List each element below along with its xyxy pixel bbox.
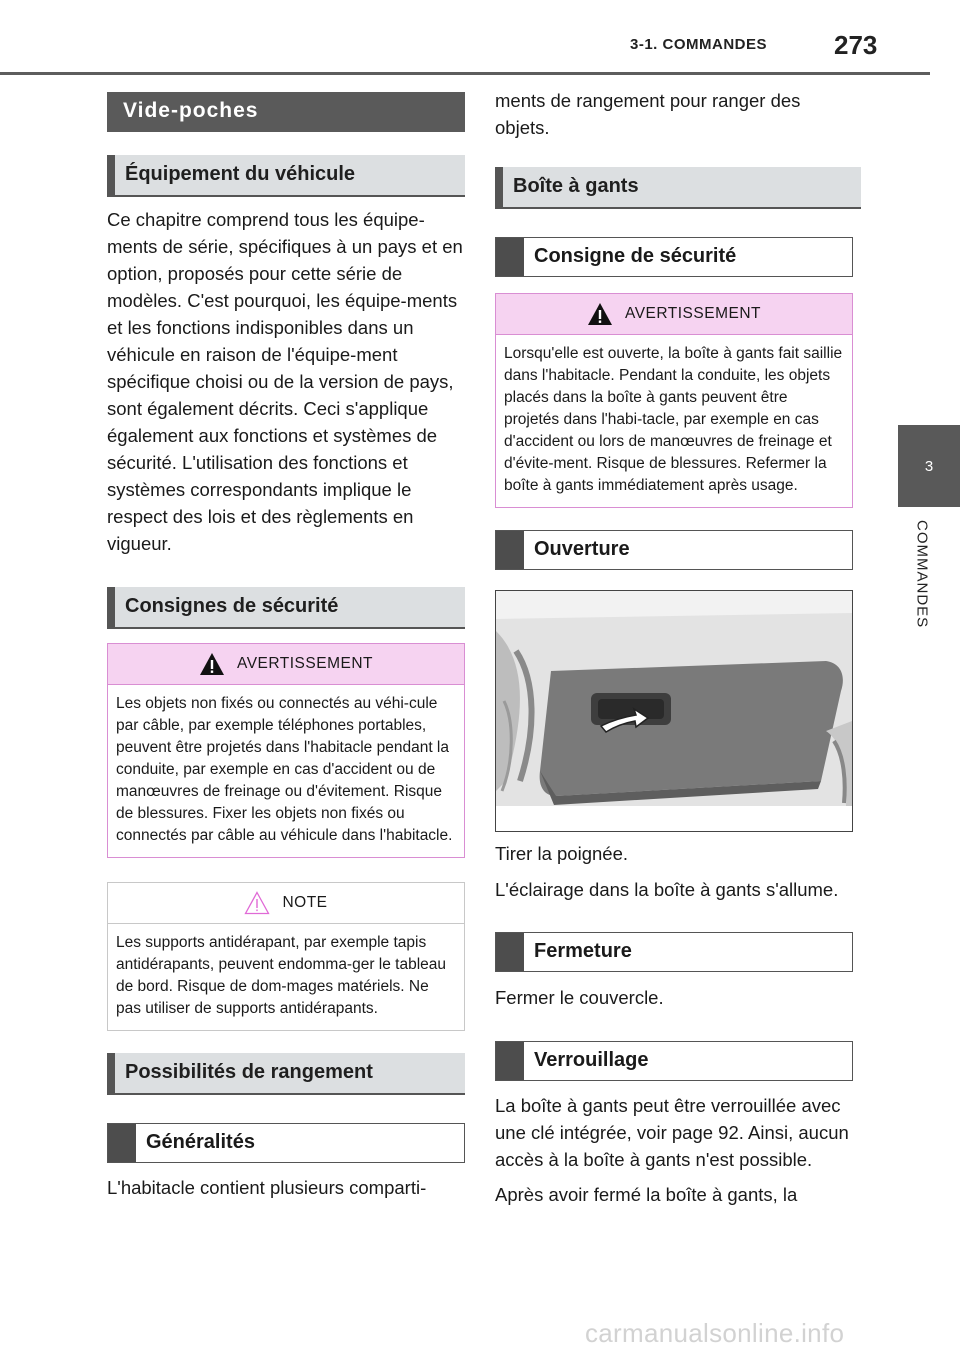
storage-heading: Possibilités de rangement [107,1053,465,1095]
locking-heading [495,1041,853,1081]
heading-bar [496,531,524,569]
side-label [902,520,942,645]
warning-box-glovebox [495,293,853,508]
warning-box [107,643,465,858]
safety-subheading [495,237,853,277]
warning-header [496,294,852,335]
section-title: Vide-poches [107,92,465,132]
header-rule [0,72,930,75]
warning-label: AVERTISSEMENT [625,305,761,322]
warning-triangle-icon [199,652,225,676]
opening-heading-text: Ouverture [534,538,630,560]
lock-text: La boîte à gants peut être verrouillée avec une clé intégrée, voir page 92. Ainsi, aucun accès à la boîte à gants n'est possible. [495,1095,849,1170]
general-heading-text: Généralités [146,1131,255,1153]
heading-bar [496,238,524,276]
locking-heading-text: Verrouillage [534,1049,649,1071]
equip-heading: Équipement du véhicule [107,155,465,197]
right-column [495,92,853,1208]
heading-bar [108,1124,136,1162]
after-text: Après avoir fermé la boîte à gants, la [495,1184,798,1205]
general-text: L'habitacle contient plusieurs comparti- [107,1177,427,1198]
general-heading [107,1123,465,1163]
safety-heading: Consignes de sécurité [107,587,465,629]
heading-bar [496,933,524,971]
warning-triangle-icon [587,302,613,326]
note-header [108,883,464,924]
warning-label: AVERTISSEMENT [237,655,373,672]
continued-text: ments de rangement pour ranger des objets. [495,90,801,138]
safety-subheading-text: Consigne de sécurité [534,245,737,267]
warning-text: Les objets non fixés ou connectés au véhi-cule par câble, par exemple téléphones portables, peuvent être projetés dans l'habitacle pendant la conduite, par exemple en cas d'accident ou de manœuvres de freinage ou d'évitement. Risque de blessures. Fixer les objets non fixés ou connectés par câble au véhicule dans l'habitacle. [116,695,453,844]
close-text: Fermer le couvercle. [495,987,664,1008]
note-label: NOTE [282,894,328,911]
warning-header [108,644,464,685]
closing-heading [495,932,853,972]
note-text: Les supports antidérapant, par exemple tapis antidérapants, peuvent endomma-ger le tableau de bord. Risque de dom-mages matériels. Ne pas utiliser de supports antidérapants. [116,934,447,1017]
side-tab[interactable] [898,425,960,507]
warning-text: Lorsqu'elle est ouverte, la boîte à gants fait saillie dans l'habitacle. Pendant la conduite, les objets placés dans la boîte à gants peuvent être projetés dans l'habi-tacle, par exemple en cas d'accident ou lors de manœuvres de freinage et d'évite-ment. Risque de blessures. Refermer la boîte à gants immédiatement après usage. [504,345,843,494]
glovebox-illustration [495,590,853,832]
glovebox-heading: Boîte à gants [495,167,861,209]
heading-bar [496,1042,524,1080]
opening-heading [495,530,853,570]
equip-text: Ce chapitre comprend tous les équipe-ments de série, spécifiques à un pays et en option, proposés pour cette série de modèles. C'est pourquoi, les équipe-ments et les fonctions indisponibles dans un véhicule en raison de l'équipe-ment spécifique choisi ou de la version de pays, sont également décrits. Ceci s'applique également aux fonctions et systèmes de sécurité. L'utilisation des fonctions et systèmes correspondants implique le respect des lois et des règlements en vigueur. [107,209,463,554]
light-text: L'éclairage dans la boîte à gants s'allume. [495,879,839,900]
pull-text: Tirer la poignée. [495,843,628,864]
closing-heading-text: Fermeture [534,940,632,962]
glovebox-image [496,591,852,831]
caution-triangle-icon [244,891,270,915]
header-section: 3-1. COMMANDES [630,36,768,53]
left-column [107,92,465,1201]
note-box [107,882,465,1031]
page-number: 273 [834,30,878,60]
side-label-text: COMMANDES [913,520,931,629]
watermark: carmanualsonline.info [585,1318,845,1348]
side-tab-number: 3 [924,457,934,475]
